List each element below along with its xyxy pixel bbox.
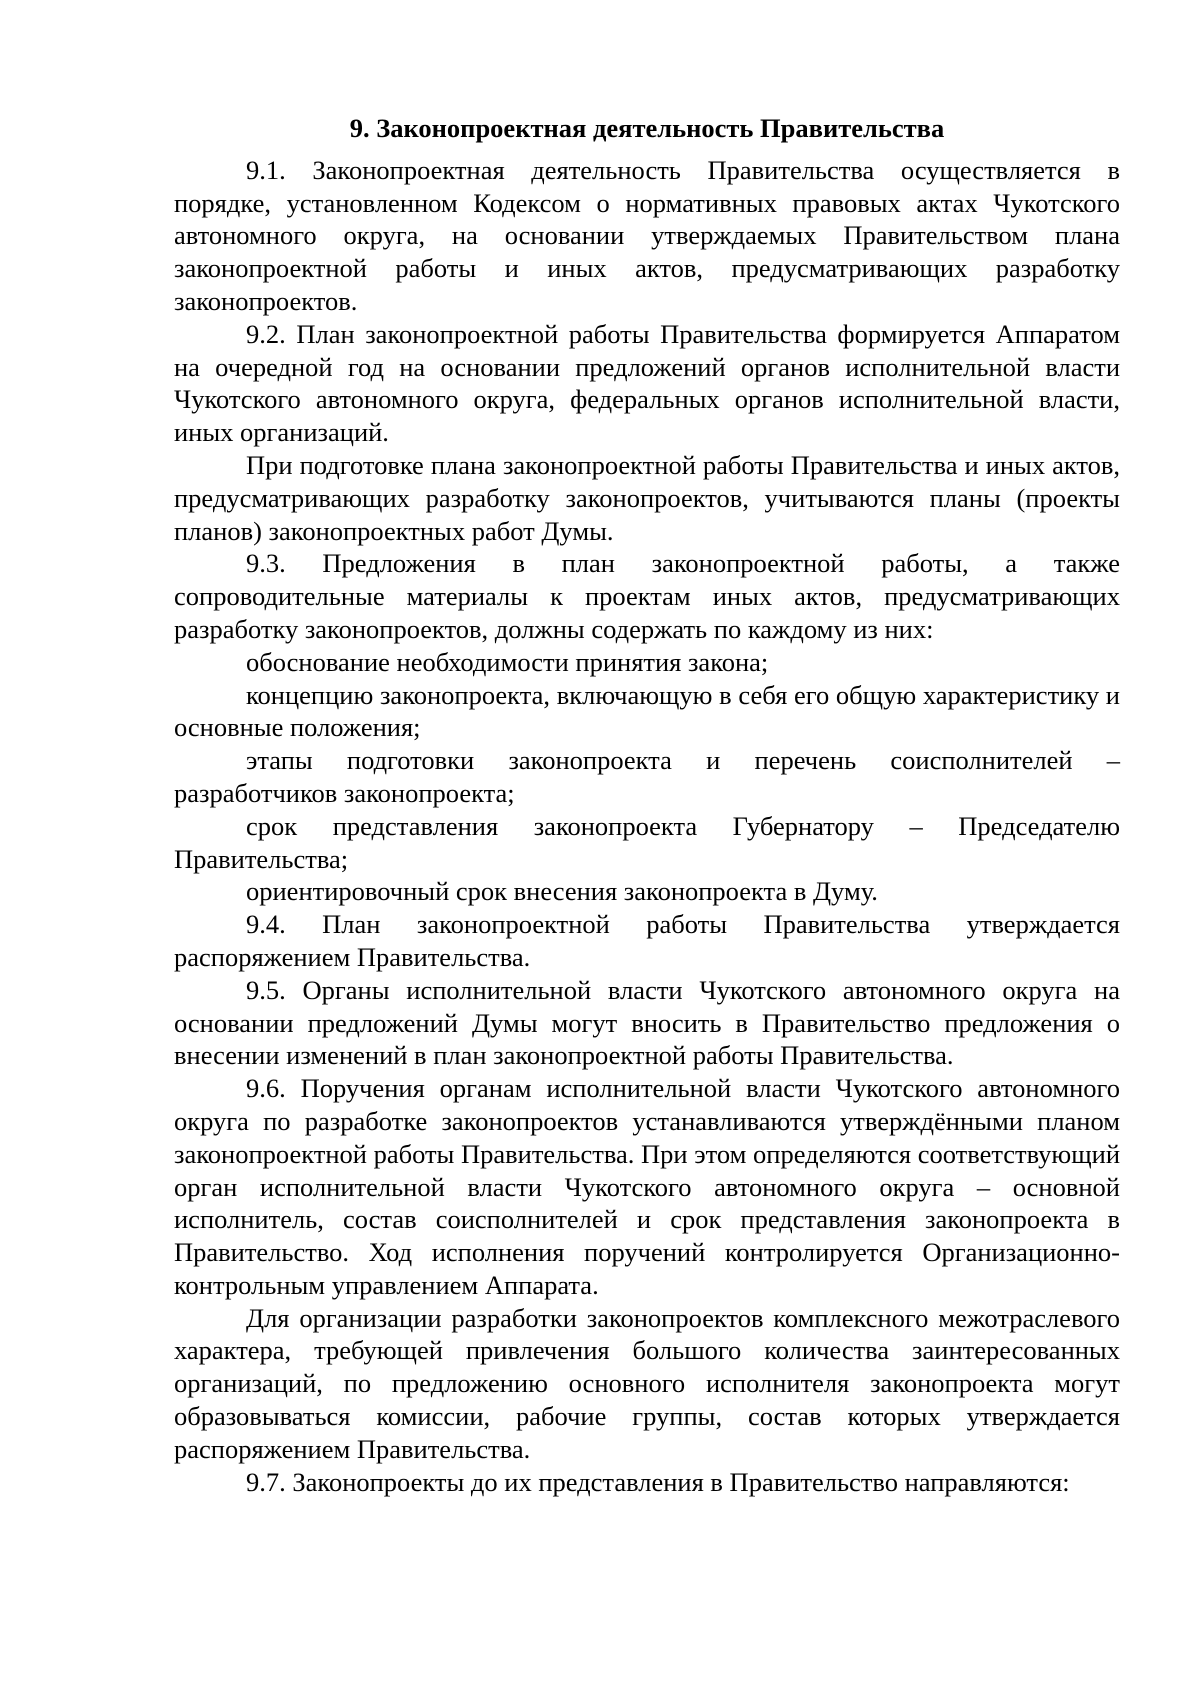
- list-item-submission-deadline: срок представления законопроекта Губернатору – Председателю Правительства;: [174, 810, 1120, 874]
- paragraph-9-1: 9.1. Законопроектная деятельность Правительства осуществляется в порядке, установленном Кодексом о нормативных правовых актах Чукотского автономного округа, на основании утверждаемых Правительством плана законопроектной работы и иных актов, предусматривающих разработку законопроектов.: [174, 154, 1120, 316]
- list-item-stages: этапы подготовки законопроекта и перечень соисполнителей – разработчиков законопроекта;: [174, 745, 1120, 808]
- section-heading: 9. Законопроектная деятельность Правительства: [349, 113, 945, 143]
- paragraph-plan-preparation: При подготовке плана законопроектной работы Правительства и иных актов, предусматривающих разработку законопроектов, учитываются планы (проекты планов) законопроектных работ Думы.: [174, 449, 1120, 546]
- paragraph-9-2: 9.2. План законопроектной работы Правительства формируется Аппаратом на очередной год на основании предложений органов исполнительной власти Чукотского автономного округа, федеральных органов исполнительной власти, иных организаций.: [174, 318, 1120, 448]
- paragraph-9-6: 9.6. Поручения органам исполнительной власти Чукотского автономного округа по разработке законопроектов устанавливаются утверждёнными планом законопроектной работы Правительства. При этом определяются соответствующий орган исполнительной власти Чукотского автономного округа – основной исполнитель, состав соисполнителей и срок представления законопроекта в Правительство. Ход исполнения поручений контролируется Организационно-контрольным управлением Аппарата.: [174, 1073, 1120, 1300]
- list-item-concept: концепцию законопроекта, включающую в себя его общую характеристику и основные положения;: [174, 679, 1120, 743]
- document-body: [174, 112, 1120, 1498]
- paragraph-9-5: 9.5. Органы исполнительной власти Чукотского автономного округа на основании предложений Думы могут вносить в Правительство предложения о внесении изменений в план законопроектной работы Правительства.: [174, 974, 1120, 1071]
- list-item-duma-deadline: ориентировочный срок внесения законопроекта в Думу.: [246, 876, 878, 907]
- list-item-justification: обоснование необходимости принятия закона;: [246, 646, 769, 677]
- paragraph-9-3: 9.3. Предложения в план законопроектной работы, а также сопроводительные материалы к проектам иных актов, предусматривающих разработку законопроектов, должны содержать по каждому из них:: [174, 548, 1120, 644]
- paragraph-commissions: Для организации разработки законопроектов комплексного межотраслевого характера, требующей привлечения большого количества заинтересованных организаций, по предложению основного исполнителя законопроекта могут образовываться комиссии, рабочие группы, состав которых утверждается распоряжением Правительства.: [174, 1302, 1120, 1464]
- paragraph-9-4: 9.4. План законопроектной работы Правительства утверждается распоряжением Правительства.: [174, 909, 1120, 972]
- paragraph-9-7: 9.7. Законопроекты до их представления в Правительство направляются:: [246, 1466, 1070, 1497]
